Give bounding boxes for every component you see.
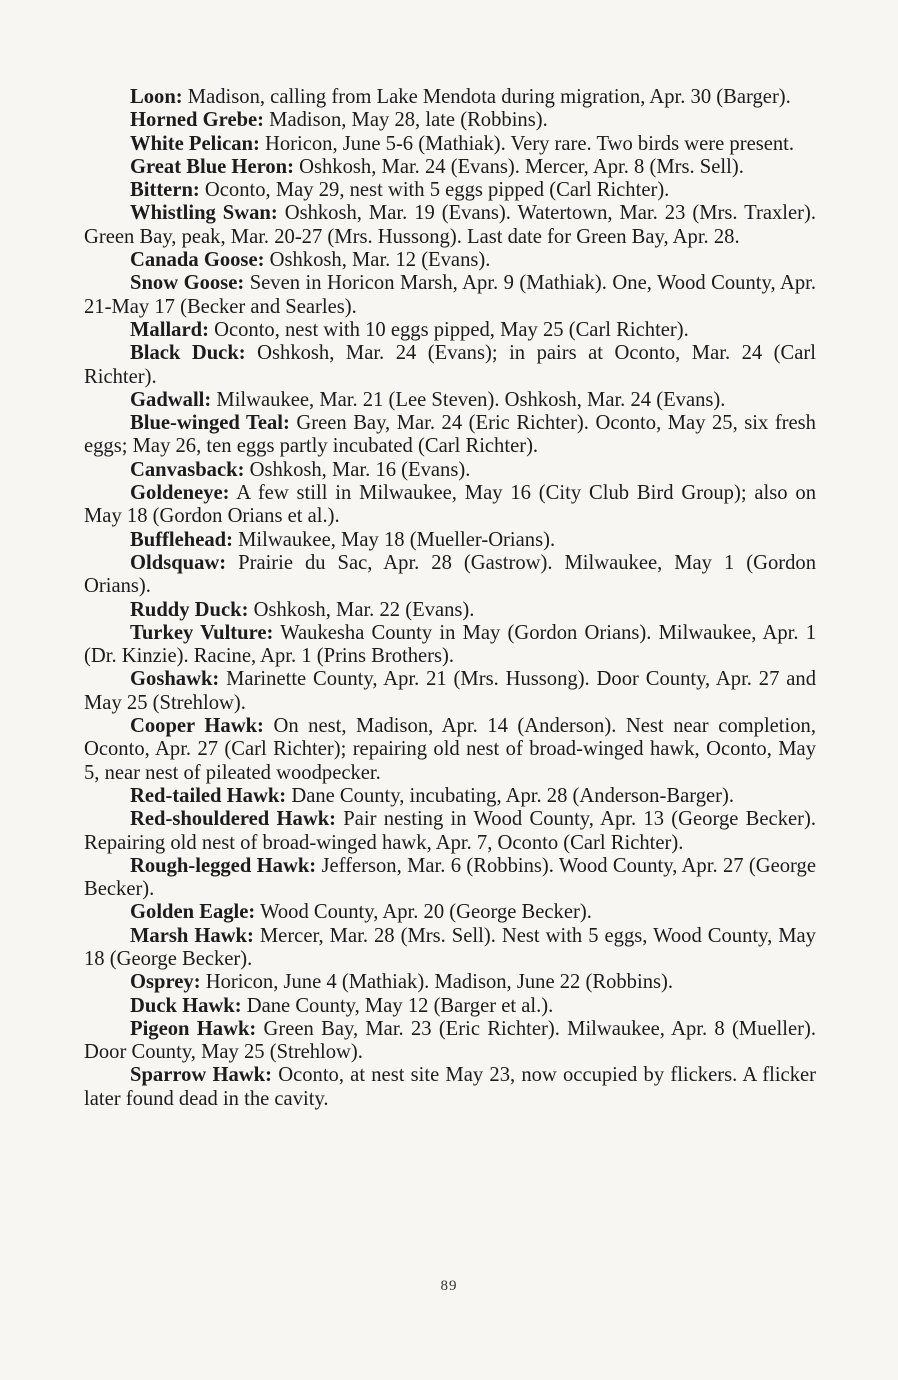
- species-entry-turkey-vulture: [84, 622, 816, 669]
- species-name: Whistling Swan:: [130, 202, 278, 225]
- species-record: Jefferson, Mar. 6 (Robbins). Wood County, Apr. 27 (George Becker).: [84, 854, 816, 901]
- species-entry-pigeon-hawk: [84, 1018, 816, 1065]
- species-entry-cooper-hawk: [84, 715, 816, 785]
- species-name: Snow Goose:: [130, 272, 245, 295]
- species-record: A few still in Milwaukee, May 16 (City Club Bird Group); also on May 18 (Gordon Orians et al.).: [84, 482, 816, 528]
- species-record: Dane County, incubating, Apr. 28 (Anderson-Barger).: [286, 784, 734, 807]
- species-entry-gadwall: [84, 389, 816, 412]
- species-entry-ruddy-duck: [84, 599, 816, 622]
- species-name: Canvasback:: [130, 458, 245, 481]
- species-record: Horicon, June 4 (Mathiak). Madison, June 22 (Robbins).: [200, 971, 674, 994]
- species-name: Black Duck:: [130, 342, 246, 365]
- species-entry-red-tailed-hawk: [84, 785, 816, 808]
- page-number: 89: [440, 1278, 458, 1294]
- species-name: Goldeneye:: [130, 482, 230, 505]
- species-entry-bittern: [84, 179, 816, 202]
- species-record: Green Bay, Mar. 24 (Eric Richter). Oconto, May 25, six fresh eggs; May 26, ten eggs partly incubated (Carl Richter).: [84, 412, 816, 458]
- species-name: Duck Hawk:: [130, 994, 242, 1017]
- species-record: Oshkosh, Mar. 22 (Evans).: [248, 598, 475, 621]
- species-entry-marsh-hawk: [84, 925, 816, 972]
- species-record: Oconto, nest with 10 eggs pipped, May 25 (Carl Richter).: [208, 318, 689, 341]
- species-name: Rough-legged Hawk:: [130, 854, 317, 877]
- species-record: Oconto, May 29, nest with 5 eggs pipped (Carl Richter).: [199, 179, 670, 202]
- species-entry-golden-eagle: [84, 901, 816, 924]
- species-entry-whistling-swan: [84, 202, 816, 249]
- species-record: Madison, May 28, late (Robbins).: [264, 109, 548, 132]
- species-name: Blue-winged Teal:: [130, 412, 290, 435]
- species-entry-loon: [84, 86, 816, 109]
- species-record: Oshkosh, Mar. 19 (Evans). Watertown, Mar. 23 (Mrs. Traxler). Green Bay, peak, Mar. 20-27 (Mrs. Hussong). Last date for Green Bay, Apr. 28.: [84, 202, 816, 248]
- species-entry-great-blue-heron: [84, 156, 816, 179]
- species-record: Mercer, Mar. 28 (Mrs. Sell). Nest with 5 eggs, Wood County, May 18 (George Becker).: [84, 924, 816, 970]
- species-name: Great Blue Heron:: [130, 155, 294, 178]
- species-entry-horned-grebe: [84, 109, 816, 132]
- species-entry-black-duck: [84, 342, 816, 389]
- species-name: Turkey Vulture:: [130, 621, 274, 644]
- species-name: Pigeon Hawk:: [130, 1017, 257, 1040]
- species-list: [84, 86, 816, 1111]
- species-entry-goldeneye: [84, 482, 816, 529]
- species-entry-snow-goose: [84, 272, 816, 319]
- species-entry-red-shouldered-hawk: [84, 808, 816, 855]
- species-record: Wood County, Apr. 20 (George Becker).: [255, 901, 592, 924]
- species-name: Oldsquaw:: [130, 551, 227, 574]
- species-entry-white-pelican: [84, 133, 816, 156]
- species-name: Horned Grebe:: [130, 109, 265, 132]
- species-record: Marinette County, Apr. 21 (Mrs. Hussong). Door County, Apr. 27 and May 25 (Strehlow).: [84, 668, 816, 714]
- species-record: Oshkosh, Mar. 16 (Evans).: [244, 458, 471, 481]
- species-entry-sparrow-hawk: [84, 1064, 816, 1111]
- species-name: Loon:: [130, 86, 183, 108]
- species-name: Bittern:: [130, 179, 200, 202]
- species-name: Osprey:: [130, 971, 201, 994]
- species-name: Goshawk:: [130, 668, 220, 691]
- species-entry-canada-goose: [84, 249, 816, 272]
- species-entry-duck-hawk: [84, 995, 816, 1018]
- species-entry-canvasback: [84, 459, 816, 482]
- species-entry-goshawk: [84, 668, 816, 715]
- species-name: Ruddy Duck:: [130, 598, 249, 621]
- species-record: Oconto, at nest site May 23, now occupied by flickers. A flicker later found dead in the cavity.: [84, 1064, 816, 1110]
- species-entry-bufflehead: [84, 529, 816, 552]
- species-record: Milwaukee, Mar. 21 (Lee Steven). Oshkosh, Mar. 24 (Evans).: [211, 388, 726, 411]
- species-record: Seven in Horicon Marsh, Apr. 9 (Mathiak). One, Wood County, Apr. 21-May 17 (Becker and Searles).: [84, 272, 817, 318]
- species-record: Pair nesting in Wood County, Apr. 13 (George Becker). Repairing old nest of broad-winged hawk, Apr. 7, Oconto (Carl Richter).: [84, 808, 816, 854]
- species-entry-osprey: [84, 971, 816, 994]
- species-name: Golden Eagle:: [130, 901, 256, 924]
- species-entry-rough-legged-hawk: [84, 855, 816, 902]
- species-record: Waukesha County in May (Gordon Orians). Milwaukee, Apr. 1 (Dr. Kinzie). Racine, Apr. 1 (Prins Brothers).: [84, 621, 816, 668]
- species-name: Sparrow Hawk:: [130, 1064, 272, 1087]
- species-entry-mallard: [84, 319, 816, 342]
- species-record: Oshkosh, Mar. 24 (Evans); in pairs at Oconto, Mar. 24 (Carl Richter).: [84, 342, 817, 388]
- species-record: Oshkosh, Mar. 12 (Evans).: [264, 249, 491, 272]
- species-name: Marsh Hawk:: [130, 924, 254, 947]
- species-name: Bufflehead:: [130, 528, 233, 551]
- species-name: Red-tailed Hawk:: [130, 784, 287, 807]
- species-record: Oshkosh, Mar. 24 (Evans). Mercer, Apr. 8 (Mrs. Sell).: [293, 155, 744, 178]
- species-record: Milwaukee, May 18 (Mueller-Orians).: [232, 528, 556, 551]
- species-record: Green Bay, Mar. 23 (Eric Richter). Milwaukee, Apr. 8 (Mueller). Door County, May 25 (Strehlow).: [84, 1017, 817, 1064]
- species-entry-blue-winged-teal: [84, 412, 816, 459]
- species-name: Cooper Hawk:: [130, 715, 264, 738]
- species-record: Prairie du Sac, Apr. 28 (Gastrow). Milwaukee, May 1 (Gordon Orians).: [84, 551, 816, 598]
- species-entry-oldsquaw: [84, 552, 816, 599]
- species-record: Dane County, May 12 (Barger et al.).: [241, 994, 554, 1017]
- species-name: Mallard:: [130, 318, 209, 341]
- species-record: Horicon, June 5-6 (Mathiak). Very rare. Two birds were present.: [259, 132, 795, 155]
- species-name: Red-shouldered Hawk:: [130, 808, 337, 831]
- species-name: White Pelican:: [130, 132, 260, 155]
- species-name: Gadwall:: [130, 388, 212, 411]
- species-record: On nest, Madison, Apr. 14 (Anderson). Nest near completion, Oconto, Apr. 27 (Carl Richter); repairing old nest of broad-winged hawk, Oconto, May 5, near nest of pileated woodpecker.: [84, 715, 816, 784]
- species-record: Madison, calling from Lake Mendota during migration, Apr. 30 (Barger).: [182, 86, 791, 108]
- species-name: Canada Goose:: [130, 249, 265, 272]
